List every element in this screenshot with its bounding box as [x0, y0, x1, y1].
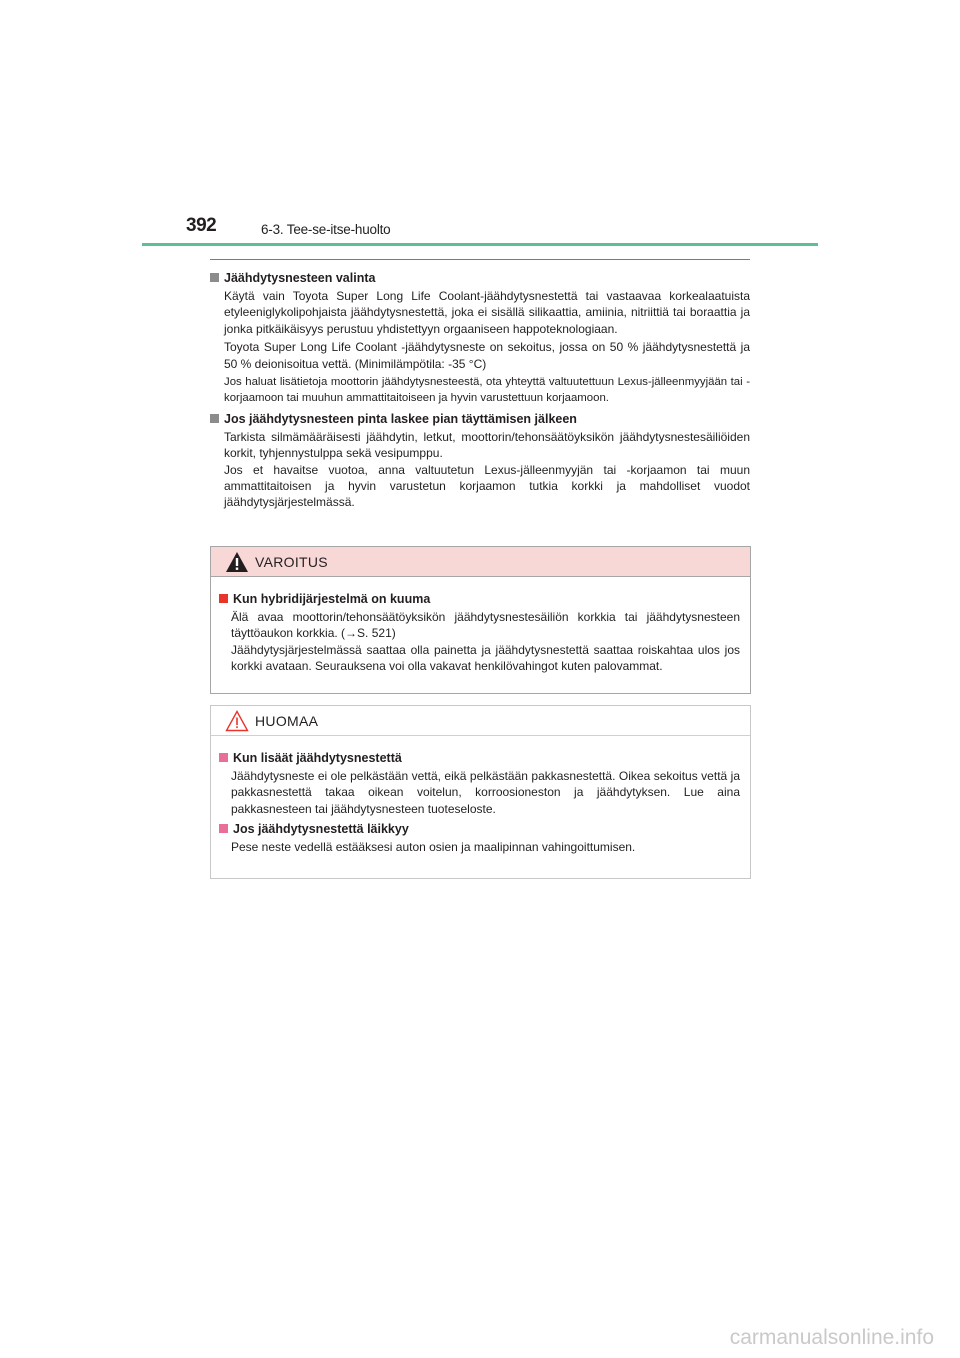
paragraph: Jos et havaitse vuotoa, anna valtuutetun Lexus-jälleenmyyjän tai -korjaamon tai muun ammattitaitoisen ja hyvin varustetun korjaamon tutkia korkki ja mahdolliset vuodot jäähdytysjärjestelmässä. [224, 462, 750, 510]
square-bullet-icon [219, 753, 228, 762]
paragraph: Pese neste vedellä estääksesi auton osien ja maalipinnan vahingoittumisen. [231, 840, 636, 855]
section-heading-coolant-selection: Jäähdytysnesteen valinta [210, 270, 750, 286]
page-number: 392 [186, 215, 217, 236]
warning-box-header [211, 547, 750, 577]
paragraph: Tarkista silmämääräisesti jäähdytin, letkut, moottorin/tehonsäätöyksikön jäähdytysnestesäiliöiden korkit, tyhjennystulppa sekä vesipumppu. [224, 429, 750, 461]
watermark: carmanualsonline.info [729, 1326, 934, 1349]
notice-box [210, 705, 751, 879]
paragraph: Älä avaa moottorin/tehonsäätöyksikön jäähdytysnestesäiliön korkkia tai jäähdytysnesteen täyttöaukon korkkia. (→S. 521) [231, 610, 740, 641]
content-rule [210, 259, 750, 260]
section-heading-level-drop: Jos jäähdytysnesteen pinta laskee pian täyttämisen jälkeen [210, 411, 750, 427]
warning-triangle-icon [225, 551, 249, 573]
paragraph: Jos haluat lisätietoja moottorin jäähdytysnesteestä, ota yhteyttä valtuutettuun Lexus-jälleenmyyjään tai -korjaamoon tai muuhun ammattitaitoiseen ja hyvin varustettuun korjaamoon. [224, 376, 750, 405]
square-bullet-icon [210, 273, 219, 282]
notice-label: HUOMAA [255, 712, 319, 729]
square-bullet-icon [219, 594, 228, 603]
notice-item-heading: Kun lisäät jäähdytysnestettä [219, 750, 740, 766]
main-content [210, 270, 750, 511]
caution-triangle-icon [225, 710, 249, 732]
warning-item-heading: Kun hybridijärjestelmä on kuuma [219, 591, 740, 607]
notice-item-heading: Jos jäähdytysnestettä läikkyy [219, 821, 740, 837]
paragraph: Jäähdytysneste ei ole pelkästään vettä, eikä pelkästään pakkasnestettä. Oikea sekoitus vettä ja pakkasnestettä takaa oikean voitelun, korroosioneston ja jäähdytyksen. Lue aina pakkasnesteen tai jäähdytysnesteen tuoteseloste. [231, 769, 740, 816]
header-rule [142, 243, 818, 246]
warning-label: VAROITUS [255, 553, 328, 570]
paragraph: Toyota Super Long Life Coolant -jäähdytysneste on sekoitus, jossa on 50 % jäähdytysnestettä ja 50 % deionisoitua vettä. (Minimilämpötila: -35 °C) [224, 340, 750, 371]
warning-box [210, 546, 751, 694]
paragraph: Käytä vain Toyota Super Long Life Coolant-jäähdytysnestettä tai vastaavaa korkealaatuista etyleeniglykolipohjaista jäähdytysnestettä, joka ei sisällä silikaattia, amiinia, nitriittiä tai boraattia ja jonka pitkäikäisyys perustuu yhdistettyyn orgaaniseen happoteknologiaan. [224, 289, 750, 336]
notice-box-header [211, 706, 750, 736]
paragraph: Jäähdytysjärjestelmässä saattaa olla painetta ja jäähdytysnestettä saattaa roiskahtaa ulos jos korkki avataan. Seurauksena voi olla vakavat henkilövahingot kuten palovammat. [231, 642, 740, 674]
section-title: 6-3. Tee-se-itse-huolto [261, 222, 391, 237]
square-bullet-icon [219, 824, 228, 833]
square-bullet-icon [210, 414, 219, 423]
